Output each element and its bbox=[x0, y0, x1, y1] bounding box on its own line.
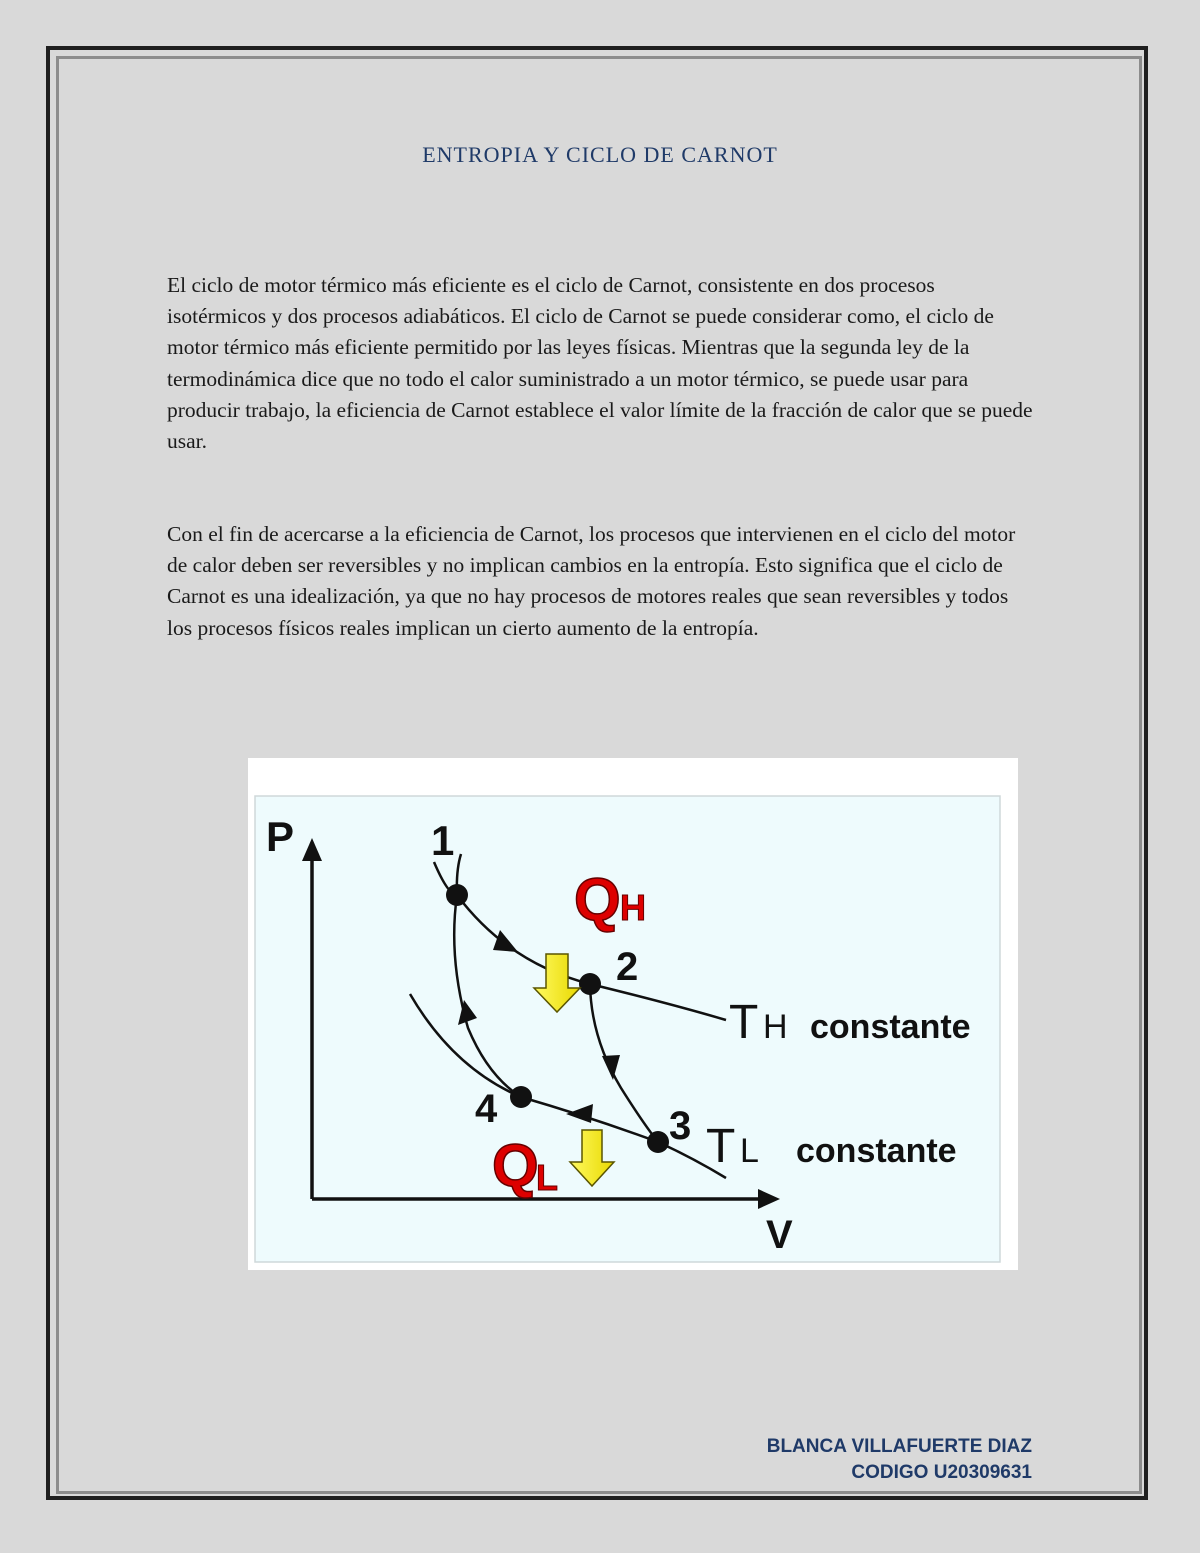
paragraph-reversibility: Con el fin de acercarse a la eficiencia de Carnot, los procesos que intervienen en el ciclo del motor de calor deben ser reversibles y no implican cambios en la entropía. Esto significa que el ciclo de Carnot es una idealización, ya que no hay procesos de motores reales que sean reversibles y todos los procesos físicos reales implican un cierto aumento de la entropía. bbox=[167, 522, 1016, 640]
author-code: CODIGO U20309631 bbox=[851, 1462, 1032, 1483]
v-axis-label: V bbox=[766, 1213, 793, 1257]
document-title: ENTROPIA Y CICLO DE CARNOT bbox=[422, 142, 778, 167]
tl-main: T bbox=[706, 1120, 736, 1173]
state-point-1 bbox=[446, 884, 468, 906]
qh-subscript: H bbox=[620, 887, 646, 928]
point-label-2: 2 bbox=[616, 945, 639, 989]
th-subscript: H bbox=[763, 1008, 788, 1046]
point-label-1: 1 bbox=[431, 817, 455, 864]
point-label-3: 3 bbox=[669, 1104, 692, 1148]
carnot-pv-diagram bbox=[248, 758, 1018, 1270]
state-point-2 bbox=[579, 973, 601, 995]
author-name: BLANCA VILLAFUERTE DIAZ bbox=[766, 1436, 1032, 1457]
paragraph-carnot-efficiency: El ciclo de motor térmico más eficiente es el ciclo de Carnot, consistente en dos procesos isotérmicos y dos procesos adiabáticos. El ciclo de Carnot se puede considerar como, el ciclo de motor térmico más eficiente permitido por las leyes físicas. Mientras que la segunda ley de la termodinámica dice que no todo el calor suministrado a un motor térmico, se puede usar para producir trabajo, la eficiencia de Carnot establece el valor límite de la fracción de calor que se puede usar. bbox=[167, 273, 1033, 454]
point-label-4: 4 bbox=[475, 1087, 498, 1131]
state-point-4 bbox=[510, 1086, 532, 1108]
ql-main: Q bbox=[492, 1132, 539, 1199]
ql-subscript: L bbox=[536, 1157, 558, 1198]
pv-diagram-svg bbox=[248, 758, 1018, 1270]
tl-subscript: L bbox=[740, 1132, 759, 1170]
qh-main: Q bbox=[574, 866, 621, 933]
tl-constante-word: constante bbox=[796, 1132, 957, 1170]
author-block bbox=[767, 1434, 1032, 1486]
state-point-3 bbox=[647, 1131, 669, 1153]
th-main: T bbox=[729, 996, 759, 1049]
th-constante-word: constante bbox=[810, 1008, 971, 1046]
p-axis-label: P bbox=[266, 813, 295, 860]
